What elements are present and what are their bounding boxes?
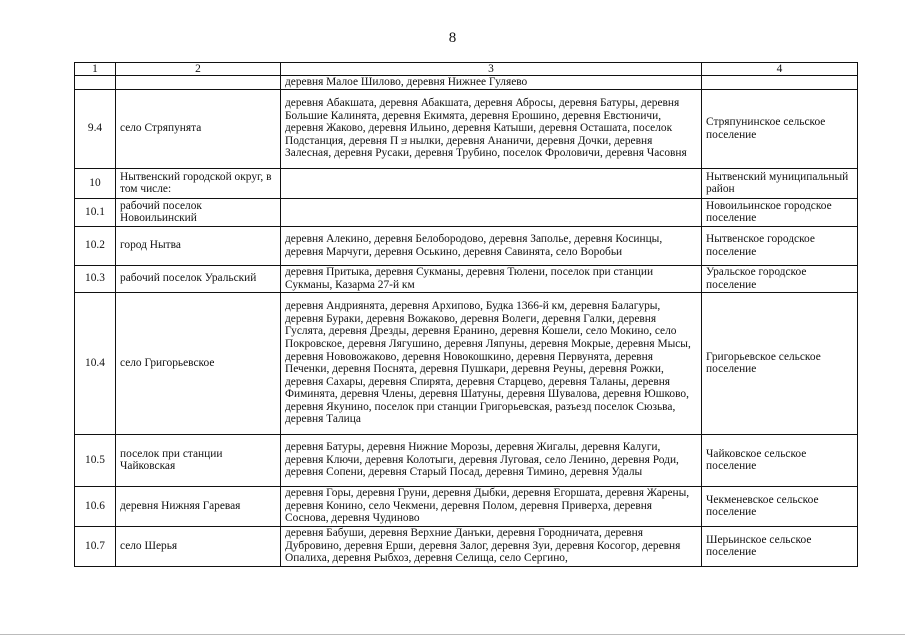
row-number: 10.4 [75,292,116,434]
municipality-name: Стряпунинское сельское поселение [702,89,858,168]
settlement-name: деревня Нижняя Гаревая [116,486,281,526]
table-row [75,486,858,526]
row-number: 10.7 [75,526,116,566]
villages-list: деревня Бабуши, деревня Верхние Данъки, деревня Городничата, деревня Дубровино, деревня Ерши, деревня Залог, деревня Зуи, деревня Косогор, деревня Опалиха, деревня Рыбхоз, деревня Селища, село Сергино, [281,526,702,566]
settlement-name: Нытвенский городской округ, в том числе: [116,168,281,198]
row-number [75,76,116,90]
table-row [75,89,858,168]
row-number: 10.3 [75,265,116,292]
column-header: 1 [75,63,116,76]
municipality-name: Нытвенский муниципальный район [702,168,858,198]
column-header: 2 [116,63,281,76]
row-number: 10.1 [75,198,116,226]
page-number: 8 [448,30,457,46]
settlement-name: село Григорьевское [116,292,281,434]
row-number: 10.6 [75,486,116,526]
settlement-name: село Стряпунята [116,89,281,168]
villages-list: деревня Малое Шилово, деревня Нижнее Гуляево [281,76,702,90]
municipality-name: Уральское городское поселение [702,265,858,292]
villages-list: деревня Алекино, деревня Белобородово, деревня Заполье, деревня Косинцы, деревня Марчуги, деревня Оськино, деревня Савинята, село Воробьи [281,226,702,265]
table-row [75,265,858,292]
municipality-name: Новоильинское городское поселение [702,198,858,226]
settlement-name: рабочий поселок Новоильинский [116,198,281,226]
villages-list: деревня Абакшата, деревня Абакшата, деревня Абросы, деревня Батуры, деревня Большие Калинята, деревня Екимята, деревня Ерошино, деревня Евстюничи, деревня Жаково, деревня Ильино, деревня Катыши, деревня Осташата, поселок Подстанция, деревня Пョнылки, деревня Ананичи, деревня Дочки, деревня Залесная, деревня Русаки, деревня Трубино, поселок Фроловичи, деревня Часовня [281,89,702,168]
villages-list: деревня Андриянята, деревня Архипово, Будка 1366-й км, деревня Балагуры, деревня Бураки, деревня Вожаково, деревня Волеги, деревня Галки, деревня Гуслята, деревня Дрезды, деревня Еранино, деревня Кошели, село Мокино, село Покровское, деревня Лягушино, деревня Ляпуны, деревня Мокрые, деревня Мысы, деревня Нововожаково, деревня Новокошкино, деревня Первунята, деревня Печенки, деревня Поснята, деревня Пушкари, деревня Реуны, деревня Рожки, деревня Сахары, деревня Спирята, деревня Старцево, деревня Таланы, деревня Фиминята, деревня Члены, деревня Шатуны, деревня Шувалова, деревня Юшково, деревня Якунино, поселок при станции Григорьевская, разъезд поселок Сюзьва, деревня Талица [281,292,702,434]
table-row [75,526,858,566]
page-edge-line [0,634,905,635]
municipality-name: Григорьевское сельское поселение [702,292,858,434]
table-row [75,76,858,90]
row-number: 10 [75,168,116,198]
villages-list [281,168,702,198]
row-number: 10.5 [75,434,116,486]
villages-list: деревня Притыка, деревня Сукманы, деревня Тюлени, поселок при станции Сукманы, Казарма 27-й км [281,265,702,292]
villages-list [281,198,702,226]
row-number: 9.4 [75,89,116,168]
column-header: 4 [702,63,858,76]
table-row [75,198,858,226]
municipality-name: Нытвенское городское поселение [702,226,858,265]
settlements-table [74,62,858,567]
header-row [75,63,858,76]
table-row [75,434,858,486]
municipality-name: Чекменевское сельское поселение [702,486,858,526]
municipality-name: Чайковское сельское поселение [702,434,858,486]
settlement-name: поселок при станции Чайковская [116,434,281,486]
row-number: 10.2 [75,226,116,265]
settlement-name: село Шерья [116,526,281,566]
table-row [75,226,858,265]
municipality-name [702,76,858,90]
settlement-name: рабочий поселок Уральский [116,265,281,292]
column-header: 3 [281,63,702,76]
settlement-name: город Нытва [116,226,281,265]
settlement-name [116,76,281,90]
municipality-name: Шерьинское сельское поселение [702,526,858,566]
table-row [75,168,858,198]
villages-list: деревня Горы, деревня Груни, деревня Дыбки, деревня Егоршата, деревня Жарены, деревня Конино, село Чекмени, деревня Полом, деревня Приверха, деревня Соснова, деревня Чудиново [281,486,702,526]
villages-list: деревня Батуры, деревня Нижние Морозы, деревня Жигалы, деревня Калуги, деревня Ключи, деревня Колотыги, деревня Луговая, село Ленино, деревня Роди, деревня Сопени, деревня Старый Посад, деревня Тимино, деревня Удалы [281,434,702,486]
table-row [75,292,858,434]
